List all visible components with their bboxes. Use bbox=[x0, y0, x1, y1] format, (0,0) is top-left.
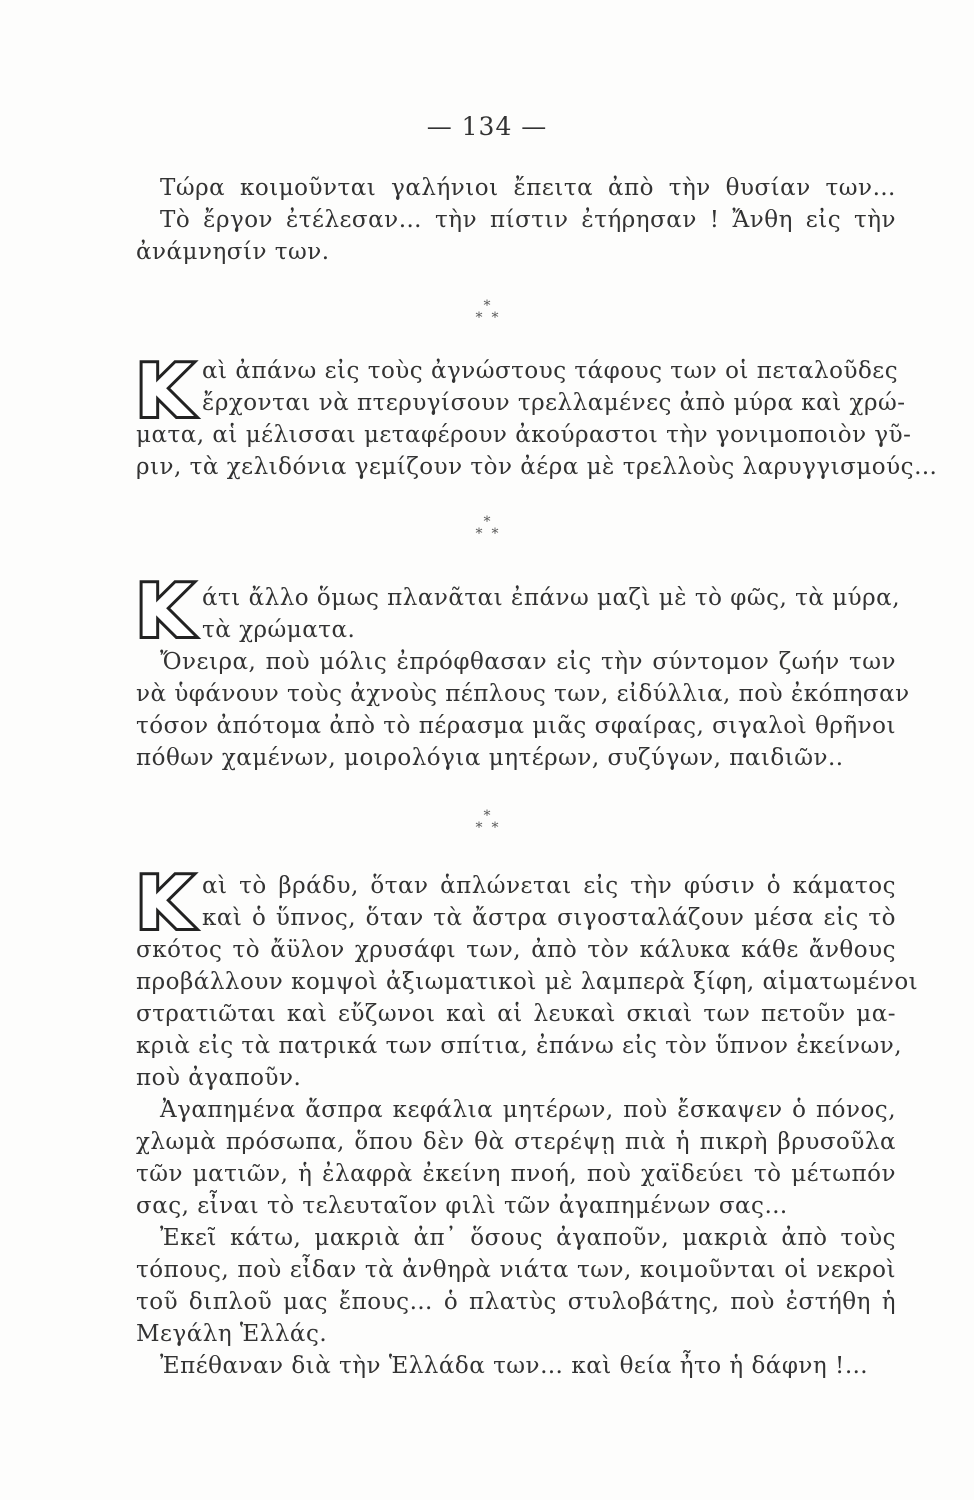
section-3-paragraph bbox=[136, 861, 919, 1382]
drop-cap-initial: K bbox=[136, 569, 192, 653]
page-number: — 134 — bbox=[426, 112, 548, 141]
text-line: κριὰ εἰς τὰ πατρικά των σπίτια, ἐπάνω εἰς τὸν ὕπνον ἐκείνων, bbox=[136, 1033, 903, 1059]
drop-cap-initial: K bbox=[136, 861, 192, 945]
text-line: τόσον ἀπότομα ἀπὸ τὸ πέρασμα μιᾶς σφαίρας, σιγαλοὶ θρῆνοι bbox=[136, 713, 896, 739]
text-line: αὶ ἀπάνω εἰς τοὺς ἀγνώστους τάφους των οἱ πεταλοῦδες bbox=[202, 358, 899, 384]
text-line: τῶν ματιῶν, ἡ ἐλαφρὰ ἐκείνη πνοή, ποὺ χαϊδεύει τὸ μέτωπόν bbox=[136, 1161, 896, 1187]
text-line: ριν, τὰ χελιδόνια γεμίζουν τὸν ἀέρα μὲ τρελλοὺς λαρυγγισμούς… bbox=[136, 454, 938, 480]
asterism-separator: * * * bbox=[475, 808, 499, 836]
text-line: Τὸ ἔργον ἐτέλεσαν… τὴν πίστιν ἐτήρησαν ! Ἄνθη εἰς τὴν bbox=[160, 207, 896, 233]
text-line: αὶ τὸ βράδυ, ὅταν ἁπλώνεται εἰς τὴν φύσιν ὁ κάματος bbox=[202, 873, 896, 899]
text-line: προβάλλουν κομψοὶ ἀξιωματικοὶ μὲ λαμπερὰ ξίφη, αἱματωμένοι bbox=[136, 969, 919, 995]
text-line: πόθων χαμένων, μοιρολόγια μητέρων, συζύγων, παιδιῶν.. bbox=[136, 745, 844, 771]
text-line: χλωμὰ πρόσωπα, ὅπου δὲν θὰ στερέψῃ πιὰ ἡ πικρὴ βρυσοῦλα bbox=[136, 1129, 896, 1155]
text-line: Ὄνειρα, ποὺ μόλις ἐπρόφθασαν εἰς τὴν σύντομον ζωήν των bbox=[160, 649, 896, 675]
text-line: Τώρα κοιμοῦνται γαλήνιοι ἔπειτα ἀπὸ τὴν θυσίαν των… bbox=[160, 175, 896, 201]
text-line: ἀνάμνησίν των. bbox=[136, 239, 330, 265]
text-line: ποὺ ἀγαποῦν. bbox=[136, 1065, 302, 1091]
asterism-separator: * * * bbox=[475, 298, 499, 326]
text-line: Ἐπέθαναν διὰ τὴν Ἑλλάδα των… καὶ θεία ἦτο ἡ δάφνη !… bbox=[160, 1353, 869, 1379]
text-line: ἔρχονται νὰ πτερυγίσουν τρελλαμένες ἀπὸ μύρα καὶ χρώ- bbox=[202, 390, 906, 416]
text-line: σας, εἶναι τὸ τελευταῖον φιλὶ τῶν ἀγαπημένων σας… bbox=[136, 1193, 788, 1219]
asterism-separator: * * * bbox=[475, 514, 499, 542]
text-line: ματα, αἱ μέλισσαι μεταφέρουν ἀκούραστοι τὴν γονιμοποιὸν γῦ- bbox=[136, 422, 912, 448]
opening-paragraph bbox=[136, 172, 896, 268]
text-line: καὶ ὁ ὕπνος, ὅταν τὰ ἄστρα σιγοσταλάζουν μέσα εἰς τὸ bbox=[202, 905, 896, 931]
text-line: Ἀγαπημένα ἄσπρα κεφάλια μητέρων, ποὺ ἔσκαψεν ὁ πόνος, bbox=[160, 1097, 896, 1123]
text-line: Μεγάλη Ἑλλάς. bbox=[136, 1321, 328, 1347]
text-line: τόπους, ποὺ εἶδαν τὰ ἀνθηρὰ νιάτα των, κοιμοῦνται οἱ νεκροὶ bbox=[136, 1257, 896, 1283]
text-line: άτι ἄλλο ὅμως πλανᾶται ἐπάνω μαζὶ μὲ τὸ φῶς, τὰ μύρα, bbox=[202, 585, 901, 611]
text-line: τοῦ διπλοῦ μας ἔπους… ὁ πλατὺς στυλοβάτης, ποὺ ἐστήθη ἡ bbox=[136, 1289, 896, 1315]
section-1-paragraph bbox=[136, 349, 938, 483]
text-line: σκότος τὸ ἄϋλον χρυσάφι των, ἀπὸ τὸν κάλυκα κάθε ἄνθους bbox=[136, 937, 896, 963]
text-line: νὰ ὑφάνουν τοὺς ἀχνοὺς πέπλους των, εἰδύλλια, ποὺ ἐκόπησαν bbox=[136, 681, 910, 707]
text-line: Ἐκεῖ κάτω, μακριὰ ἀπ᾽ ὅσους ἀγαποῦν, μακριὰ ἀπὸ τοὺς bbox=[160, 1225, 896, 1251]
text-line: τὰ χρώματα. bbox=[202, 617, 356, 643]
section-2-paragraph bbox=[136, 569, 910, 774]
drop-cap-initial: K bbox=[136, 349, 192, 433]
text-line: στρατιῶται καὶ εὔζωνοι καὶ αἱ λευκαὶ σκιαὶ των πετοῦν μα- bbox=[136, 1001, 896, 1027]
